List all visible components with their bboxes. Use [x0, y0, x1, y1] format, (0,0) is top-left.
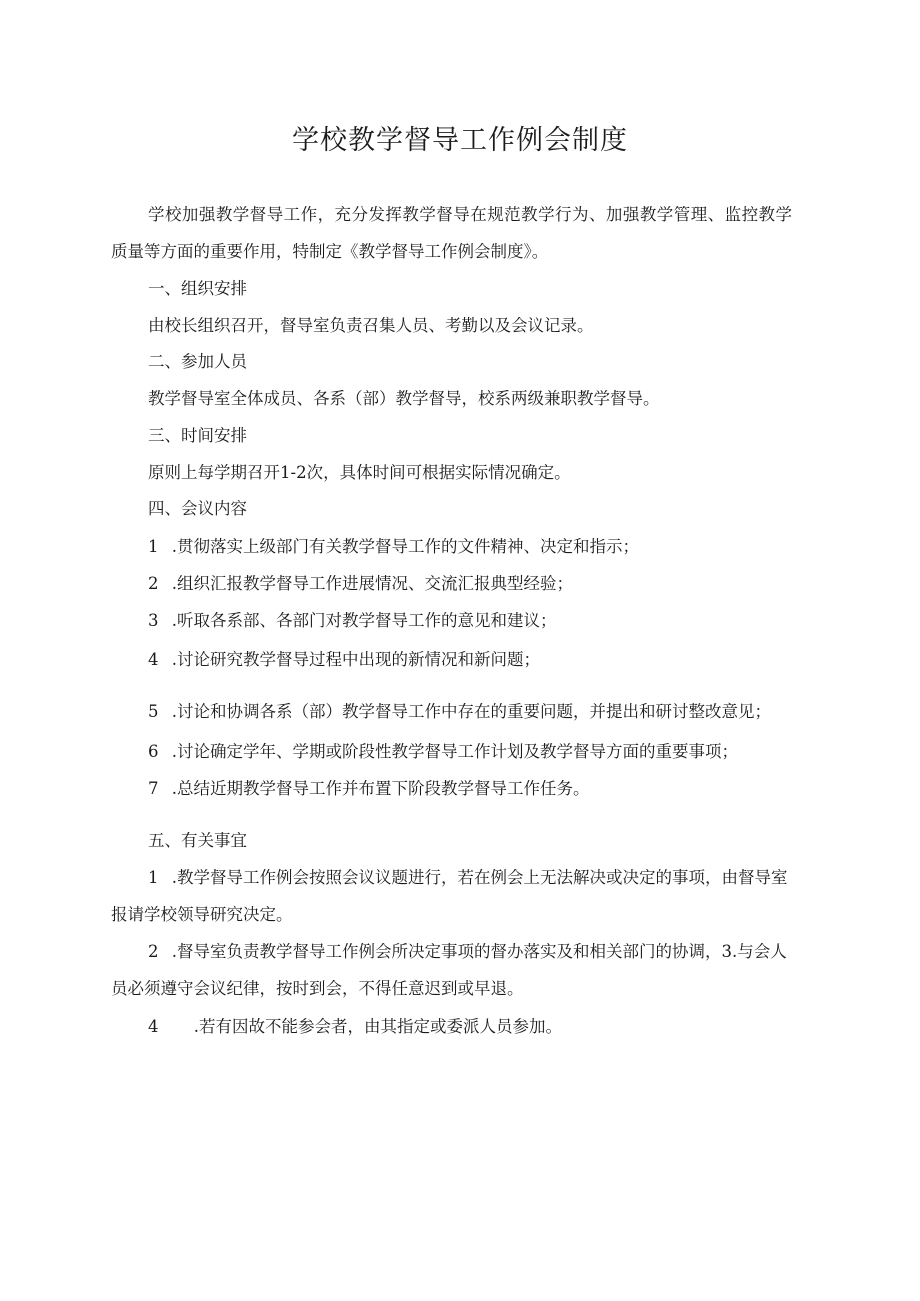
list-item-number: 1 — [148, 537, 159, 556]
list-item-number: 6 — [148, 742, 159, 761]
list-item-number: 1 — [148, 868, 159, 887]
section-1-heading: 一、组织安排 — [148, 279, 247, 298]
section-5-heading: 五、有关事宜 — [148, 831, 247, 850]
section-1-body: 由校长组织召开，督导室负责召集人员、考勤以及会议记录。 — [148, 316, 594, 335]
list-item — [148, 940, 787, 964]
section-3-body: 原则上每学期召开1-2次，具体时间可根据实际情况确定。 — [148, 463, 571, 482]
list-item-continuation: 报请学校领导研究决定。 — [111, 905, 293, 924]
list-item — [148, 740, 738, 764]
list-item — [148, 648, 540, 672]
list-item-text: .听取各系部、各部门对教学督导工作的意见和建议； — [171, 611, 557, 630]
list-item-number: 4 — [148, 650, 159, 669]
list-item — [148, 1015, 562, 1039]
section-2-heading: 二、参加人员 — [148, 352, 247, 371]
list-item-text: .讨论研究教学督导过程中出现的新情况和新问题； — [171, 650, 540, 669]
list-item — [148, 866, 788, 890]
intro-line-1: 学校加强教学督导工作，充分发挥教学督导在规范教学行为、加强教学管理、监控教学 — [148, 205, 792, 224]
intro-line-2: 质量等方面的重要作用，特制定《教学督导工作例会制度》。 — [111, 242, 549, 261]
list-item-text: .组织汇报教学督导工作进展情况、交流汇报典型经验； — [171, 574, 573, 593]
list-item-number: 2 — [148, 574, 159, 593]
list-item-text: .讨论确定学年、学期或阶段性教学督导工作计划及教学督导方面的重要事项； — [171, 742, 738, 761]
list-item-number: 3 — [148, 611, 159, 630]
list-item-text: .若有因故不能参会者，由其指定或委派人员参加。 — [193, 1017, 562, 1036]
list-item-number: 2 — [148, 942, 159, 961]
section-3-heading: 三、时间安排 — [148, 426, 247, 445]
list-item — [148, 700, 771, 724]
list-item — [148, 777, 590, 801]
section-4-heading: 四、会议内容 — [148, 499, 247, 518]
list-item-number: 4 — [148, 1017, 159, 1036]
list-item — [148, 609, 557, 633]
list-item-text: .督导室负责教学督导工作例会所决定事项的督办落实及和相关部门的协调，3.与会人 — [171, 942, 787, 961]
list-item — [148, 572, 573, 596]
list-item — [148, 535, 639, 559]
list-item-text: .教学督导工作例会按照会议议题进行，若在例会上无法解决或决定的事项，由督导室 — [171, 868, 788, 887]
section-2-body: 教学督导室全体成员、各系（部）教学督导，校系两级兼职教学督导。 — [148, 389, 660, 408]
list-item-continuation: 员必须遵守会议纪律，按时到会，不得任意迟到或早退。 — [111, 979, 524, 998]
list-item-text: .讨论和协调各系（部）教学督导工作中存在的重要问题，并提出和研讨整改意见； — [171, 702, 771, 721]
list-item-number: 5 — [148, 702, 159, 721]
list-item-text: .贯彻落实上级部门有关教学督导工作的文件精神、决定和指示； — [171, 537, 639, 556]
list-item-number: 7 — [148, 779, 159, 798]
list-item-text: .总结近期教学督导工作并布置下阶段教学督导工作任务。 — [171, 779, 590, 798]
document-title: 学校教学督导工作例会制度 — [292, 125, 628, 156]
